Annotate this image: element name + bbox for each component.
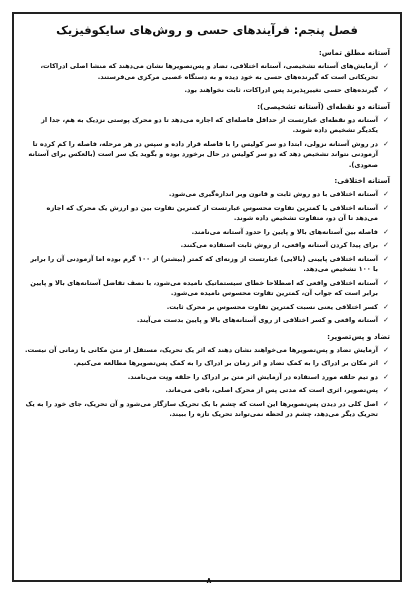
list-item — [24, 203, 390, 224]
list-item-text: دو تیم حلقه مورد استفاده در آزمایش اثر متن بر ادراک را حلقه ونِت می‌نامند. — [127, 372, 378, 381]
list-item — [24, 189, 390, 200]
list-item-text: در روش آستانه نزولی، ابتدا دو سر کولیس را با فاصله قرار داده و سپس در هر مرحله، فاصله را کم کرده تا آزمودنی نتواند تشخیص دهد که دو سر کولیس در حال برخورد بوده و بگوید یک سر است (بالعکس برای آستانه صعودی). — [28, 139, 378, 169]
list-item — [24, 139, 390, 171]
checkmark-icon: ✓ — [383, 115, 389, 124]
checkmark-icon: ✓ — [383, 203, 389, 212]
list-item-text: آستانه دو نقطه‌ای عبارتست از حداقل فاصله‌ای که اجازه می‌دهد تا دو محرک پوستی نزدیک به هم، جدا از یکدیگر تشخیص داده شوند. — [41, 115, 378, 134]
section-heading: آستانه دو نقطه‌ای (آستانه تشخیصی): — [257, 101, 390, 111]
list-item-text: آستانه اختلافی با دو روش ثابت و قانون وبر اندازه‌گیری می‌شود. — [168, 190, 378, 198]
document-body — [24, 48, 390, 420]
list-item-text: فاصله بین آستانه‌های بالا و پایین را حدود آستانه می‌نامند. — [191, 227, 378, 236]
checkmark-icon: ✓ — [383, 278, 389, 287]
checkmark-icon: ✓ — [383, 254, 389, 263]
checkmark-icon: ✓ — [383, 62, 389, 70]
checkmark-icon: ✓ — [383, 399, 389, 408]
list-item — [24, 385, 390, 396]
page-frame — [12, 12, 402, 582]
list-item — [24, 358, 390, 369]
section — [24, 48, 390, 96]
checkmark-icon: ✓ — [383, 190, 389, 198]
section — [24, 102, 390, 171]
list-item — [24, 372, 390, 383]
list-item — [24, 85, 390, 96]
page-number: ۸ — [206, 576, 212, 585]
list-item-text: آستانه اختلافی پایینی (بالایی) عبارتست از وزنه‌ای که کمتر (بیشتر) از ۱۰۰ گرم بوده اما آزمودنی آن را برابر با ۱۰۰ تشخیص می‌دهد. — [30, 254, 378, 273]
checkmark-icon: ✓ — [383, 345, 389, 354]
list-item — [24, 115, 390, 136]
list-item — [24, 399, 390, 420]
checkmark-icon: ✓ — [383, 241, 389, 249]
section — [24, 176, 390, 326]
checkmark-icon: ✓ — [383, 139, 389, 148]
list-item — [24, 61, 390, 82]
checkmark-icon: ✓ — [383, 302, 389, 311]
checkmark-icon: ✓ — [383, 372, 389, 381]
bullet-list — [24, 115, 390, 171]
list-item — [24, 254, 390, 275]
bullet-list — [24, 345, 390, 420]
page-title: فصل پنجم: فرآیندهای حسی و روش‌های سایکوفیزیک — [56, 23, 358, 37]
checkmark-icon: ✓ — [383, 316, 389, 324]
list-item-text: آزمایش تضاد و پس‌تصویرها می‌خواهند نشان دهند که اثر یک تحریک، مستقل از متن مکانی یا زمانی آن نیست. — [25, 345, 378, 354]
list-item — [24, 278, 390, 299]
section-heading: آستانه مطلق تماس: — [318, 48, 390, 57]
list-item — [24, 240, 390, 251]
section — [24, 332, 390, 420]
checkmark-icon: ✓ — [383, 86, 389, 94]
list-item — [24, 315, 390, 326]
list-item-text: آزمایش‌های آستانه تشخیصی، آستانه اختلافی، تضاد و پس‌تصویرها نشان می‌دهند که منشا اصلی ادراکات، تحریکاتی است که گیرنده‌های حسی به خود دیده و به دستگاه عصبی مرکزی می‌فرستند. — [40, 62, 378, 81]
list-item — [24, 302, 390, 313]
bullet-list — [24, 189, 390, 326]
list-item-text: آستانه اختلافی یا کمترین تفاوت محسوس عبارتست از کمترین تفاوت بین دو ارزش یک محرک که اجازه می‌دهد تا آن دو، متفاوت تشخیص داده شوند. — [46, 203, 378, 222]
list-item — [24, 227, 390, 238]
list-item-text: پس‌تصویر، اثری است که مدتی پس از محرک اصلی، باقی می‌ماند. — [165, 386, 378, 394]
list-item-text: اثر مکان بر ادراک را به کمک تضاد و اثر زمان بر ادراک را به کمک پس‌تصویرها مطالعه می‌کنیم. — [73, 359, 378, 367]
list-item — [24, 345, 390, 356]
checkmark-icon: ✓ — [383, 359, 389, 367]
list-item-text: آستانه اختلافی واقعی که اصطلاحا خطای سیستماتیک نامیده می‌شود، با نصف تفاضل آستانه‌های بالا و پایین برابر است که جواب آن، کمترین تفاوت محسوس نامیده می‌شود. — [30, 278, 378, 297]
list-item-text: اصل کلی در دیدن پس‌تصویرها این است که چشم با یک تحریک سازگار می‌شود و آن تحریک، جای خود را به یک تحریک دیگر می‌دهد، چشم در لحظه نمی‌تواند تحریک تازه را ببیند. — [25, 399, 378, 418]
list-item-text: برای پیدا کردن آستانه واقعی، از روش ثابت استفاده می‌کنند. — [180, 241, 378, 249]
checkmark-icon: ✓ — [383, 386, 389, 394]
section-heading: آستانه اختلافی: — [334, 176, 390, 185]
bullet-list — [24, 61, 390, 96]
section-heading: تضاد و پس‌تصویر: — [327, 331, 390, 341]
list-item-text: آستانه واقعی و کسر اختلافی از روی آستانه‌های بالا و پایین بدست می‌آیند. — [136, 316, 378, 324]
checkmark-icon: ✓ — [383, 227, 389, 236]
list-item-text: کسر اختلافی یعنی نسبت کمترین تفاوت محسوس بر محرک ثابت. — [166, 302, 378, 311]
list-item-text: گیرنده‌های حسی تغییرپذیرند پس ادراکات، ثابت نخواهند بود. — [184, 86, 378, 94]
